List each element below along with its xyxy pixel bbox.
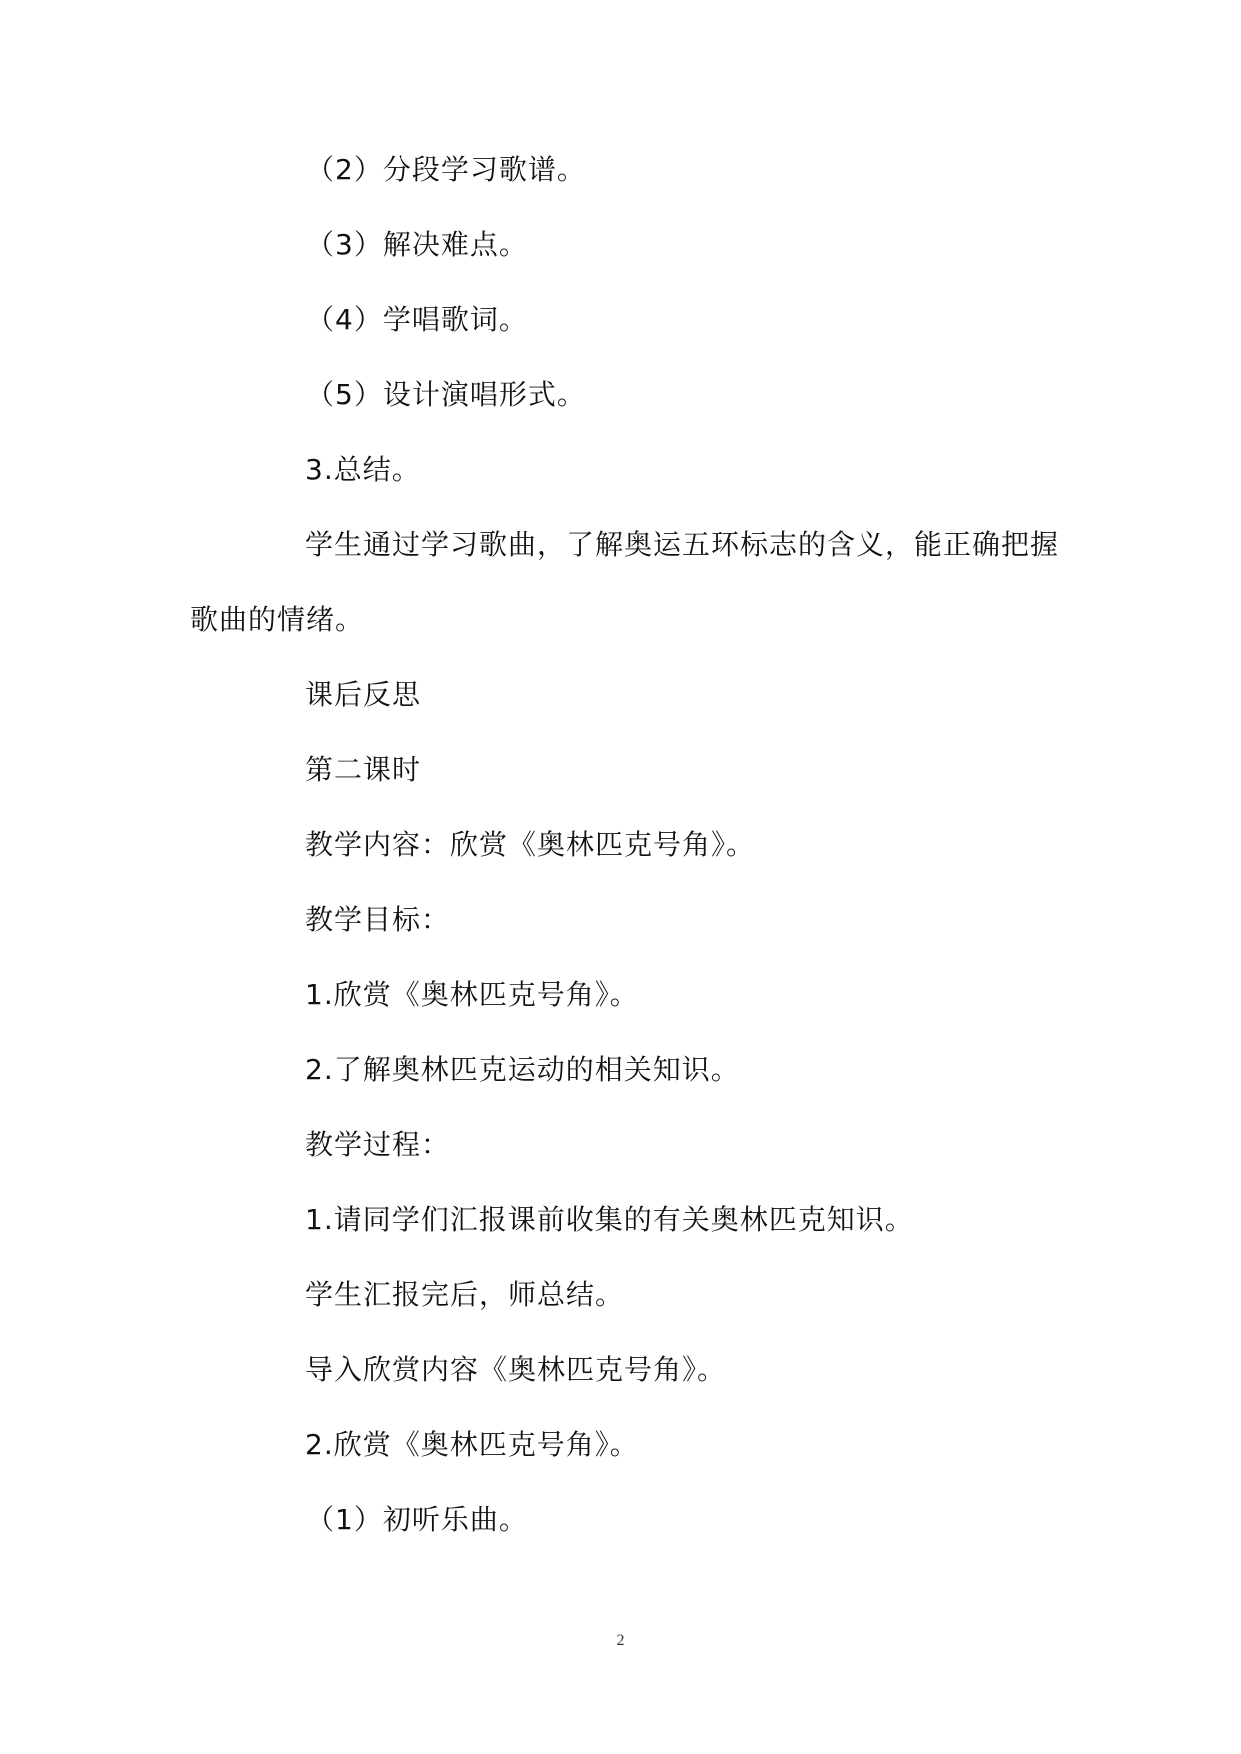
text-line-teaching-goals: 教学目标： <box>305 903 451 936</box>
text-line-step-2: （2）分段学习歌谱。 <box>306 153 586 186</box>
text-line-reflection: 课后反思 <box>305 678 422 711</box>
text-line-summary-body: 学生通过学习歌曲，了解奥运五环标志的含义，能正确把握 <box>305 528 1060 561</box>
text-line-teaching-process: 教学过程： <box>305 1128 451 1161</box>
text-line-teaching-content: 教学内容：欣赏《奥林匹克号角》。 <box>305 828 756 861</box>
text-line-summary-body-cont: 歌曲的情绪。 <box>190 603 365 636</box>
text-line-process-2: 2.欣赏《奥林匹克号角》。 <box>305 1428 639 1461</box>
text-line-process-intro: 导入欣赏内容《奥林匹克号角》。 <box>305 1353 727 1386</box>
text-line-goal-2: 2.了解奥林匹克运动的相关知识。 <box>305 1053 740 1086</box>
text-line-goal-1: 1.欣赏《奥林匹克号角》。 <box>305 978 639 1011</box>
text-line-step-4: （4）学唱歌词。 <box>306 303 528 336</box>
text-line-step-3: （3）解决难点。 <box>306 228 528 261</box>
text-line-process-1-note: 学生汇报完后，师总结。 <box>305 1278 625 1311</box>
text-line-summary-heading: 3.总结。 <box>305 453 421 486</box>
text-line-process-1: 1.请同学们汇报课前收集的有关奥林匹克知识。 <box>305 1203 914 1236</box>
text-line-process-2-step-1: （1）初听乐曲。 <box>306 1503 528 1536</box>
text-line-step-5: （5）设计演唱形式。 <box>306 378 586 411</box>
page-number: 2 <box>616 1632 625 1649</box>
text-line-second-lesson: 第二课时 <box>305 753 422 786</box>
